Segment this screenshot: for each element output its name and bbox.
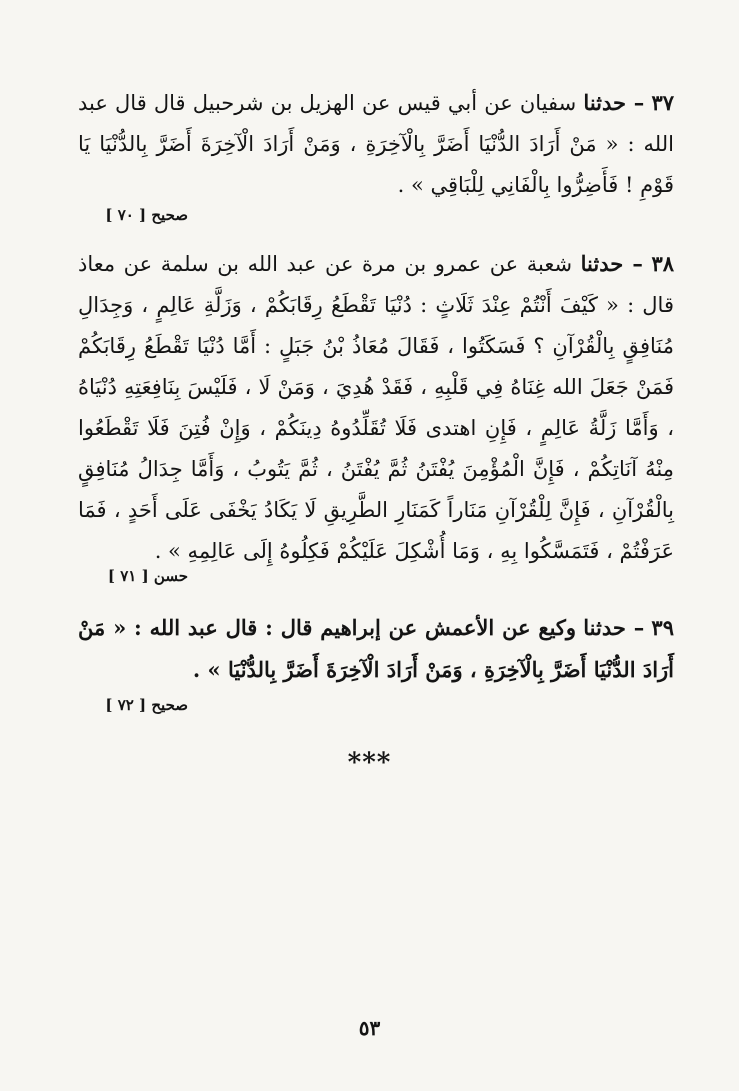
hadith-entry-37: ٣٧ – حدثنا سفيان عن أبي قيس عن الهزيل بن شرحبيل قال قال عبد الله : « مَنْ أَرَادَ الدُّنْيَا أَضَرَّ بِالْآخِرَةِ ، وَمَنْ أَرَادَ الْآخِرَةَ أَضَرَّ بِالدُّنْيَا يَا قَوْمِ ! فَأَضِرُّوا بِالْفَانِي لِلْبَاقِي » . xyxy=(78,90,675,197)
hadith-lead-word: حدثنا xyxy=(583,90,627,115)
hadith-lead-word: حدثنا xyxy=(583,615,626,640)
section-separator: *** xyxy=(347,748,392,778)
page-number: ٥٣ xyxy=(358,1016,381,1040)
hadith-grade: صحيح [ ٧٢ ] xyxy=(105,696,188,714)
hadith-text: سفيان عن أبي قيس عن الهزيل بن شرحبيل قال قال عبد الله : « مَنْ أَرَادَ الدُّنْيَا أَضَرَّ بِالْآخِرَةِ ، وَمَنْ أَرَادَ الْآخِرَةَ أَضَرَّ بِالدُّنْيَا يَا قَوْمِ ! فَأَضِرُّوا بِالْفَانِي لِلْبَاقِي » . xyxy=(78,91,674,197)
hadith-number: ٣٨ xyxy=(651,251,674,276)
hadith-lead-word: حدثنا xyxy=(580,251,624,276)
hadith-text: شعبة عن عمرو بن مرة عن عبد الله بن سلمة عن معاذ قال : « كَيْفَ أَنْتُمْ عِنْدَ ثَلَاثٍ : دُنْيَا تَقْطَعُ رِقَابَكُمْ ، وَزَلَّةِ عَالِمٍ ، وَجِدَالِ مُنَافِقٍ بِالْقُرْآنِ ؟ فَسَكَتُوا ، فَقَالَ مُعَاذُ بْنُ جَبَلٍ : أَمَّا دُنْيَا تَقْطَعُ رِقَابَكُمْ فَمَنْ جَعَلَ الله غِنَاهُ فِي قَلْبِهِ ، فَقَدْ هُدِيَ ، وَمَنْ لَا ، فَلَيْسَ بِنَافِعَتِهِ دُنْيَاهُ ، وَأَمَّا زَلَّةُ عَالِمٍ ، فَإِنِ اهتدى فَلَا تُقَلِّدُوهُ دِينَكُمْ ، وَإِنْ فُتِنَ فَلَا تَقْطَعُوا مِنْهُ آنَاتِكُمْ ، فَإِنَّ الْمُؤْمِنَ يُفْتَنُ ثُمَّ يُفْتَنُ ، ثُمَّ يَتُوبُ ، وَأَمَّا جِدَالُ مُنَافِقٍ بِالْقُرْآنِ ، فَإِنَّ لِلْقُرْآنِ مَنَاراً كَمَنَارِ الطَّرِيقِ لَا يَكَادُ يَخْفَى عَلَى أَحَدٍ ، فَمَا عَرَفْتُمْ ، فَتَمَسَّكُوا بِهِ ، وَمَا أُشْكِلَ عَلَيْكُمْ فَكِلُوهُ إِلَى عَالِمِهِ » . xyxy=(78,252,674,563)
hadith-number: ٣٧ xyxy=(651,90,675,115)
hadith-grade: صحيح [ ٧٠ ] xyxy=(105,206,188,224)
hadith-entry-38: ٣٨ – حدثنا شعبة عن عمرو بن مرة عن عبد الله بن سلمة عن معاذ قال : « كَيْفَ أَنْتُمْ عِنْدَ ثَلَاثٍ : دُنْيَا تَقْطَعُ رِقَابَكُمْ ، وَزَلَّةِ عَالِمٍ ، وَجِدَالِ مُنَافِقٍ بِالْقُرْآنِ ؟ فَسَكَتُوا ، فَقَالَ مُعَاذُ بْنُ جَبَلٍ : أَمَّا دُنْيَا تَقْطَعُ رِقَابَكُمْ فَمَنْ جَعَلَ الله غِنَاهُ فِي قَلْبِهِ ، فَقَدْ هُدِيَ ، وَمَنْ لَا ، فَلَيْسَ بِنَافِعَتِهِ دُنْيَاهُ ، وَأَمَّا زَلَّةُ عَالِمٍ ، فَإِنِ اهتدى فَلَا تُقَلِّدُوهُ دِينَكُمْ ، وَإِنْ فُتِنَ فَلَا تَقْطَعُوا مِنْهُ آنَاتِكُمْ ، فَإِنَّ الْمُؤْمِنَ يُفْتَنُ ثُمَّ يُفْتَنُ ، ثُمَّ يَتُوبُ ، وَأَمَّا جِدَالُ مُنَافِقٍ بِالْقُرْآنِ ، فَإِنَّ لِلْقُرْآنِ مَنَاراً كَمَنَارِ الطَّرِيقِ لَا يَكَادُ يَخْفَى عَلَى أَحَدٍ ، فَمَا عَرَفْتُمْ ، فَتَمَسَّكُوا بِهِ ، وَمَا أُشْكِلَ عَلَيْكُمْ فَكِلُوهُ إِلَى عَالِمِهِ » . xyxy=(78,251,674,563)
hadith-entry-39: ٣٩ – حدثنا وكيع عن الأعمش عن إبراهيم قال : قال عبد الله : « مَنْ أَرَادَ الدُّنْيَا أَضَرَّ بِالْآخِرَةِ ، وَمَنْ أَرَادَ الْآخِرَةَ أَضَرَّ بِالدُّنْيَا » . xyxy=(78,615,674,682)
hadith-text: وكيع عن الأعمش عن إبراهيم قال : قال عبد الله : « مَنْ أَرَادَ الدُّنْيَا أَضَرَّ بِالْآخِرَةِ ، وَمَنْ أَرَادَ الْآخِرَةَ أَضَرَّ بِالدُّنْيَا » . xyxy=(78,615,674,682)
hadith-grade: حسن [ ٧١ ] xyxy=(107,567,188,585)
hadith-number: ٣٩ xyxy=(651,615,674,640)
